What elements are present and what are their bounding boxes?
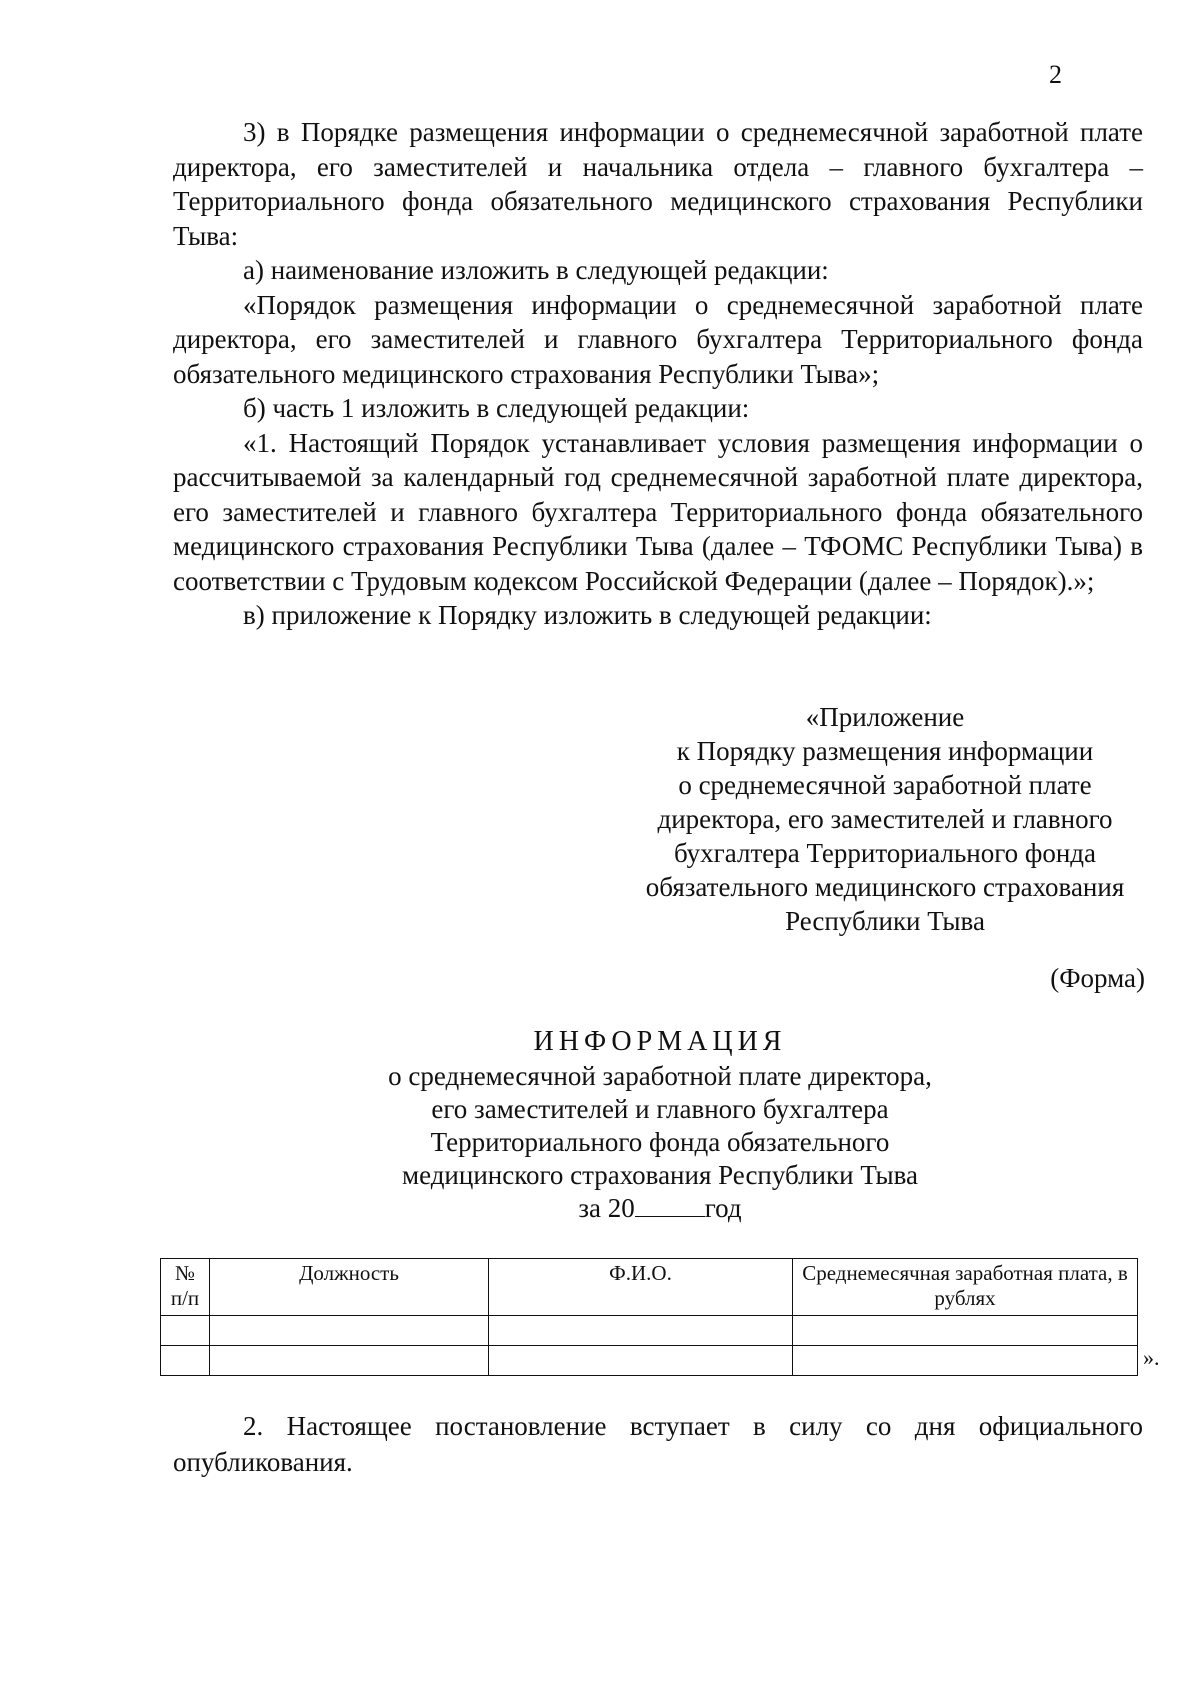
- header-position: Должность: [210, 1259, 489, 1316]
- appendix-line: «Приложение: [805, 702, 965, 732]
- year-line: [260, 1192, 1060, 1225]
- header-full-name: Ф.И.О.: [489, 1259, 793, 1316]
- info-subtitle-line: Территориального фонда обязательного: [430, 1127, 890, 1157]
- appendix-line: о среднемесячной заработной плате: [678, 770, 1092, 800]
- paragraph-item-v: в) приложение к Порядку изложить в следующей редакции:: [243, 600, 932, 630]
- salary-form-table: [160, 1258, 1138, 1376]
- appendix-header: [620, 700, 1150, 938]
- paragraph-item-b: б) часть 1 изложить в следующей редакции:: [243, 393, 750, 423]
- info-block: [260, 1025, 1060, 1225]
- table-cell: [489, 1316, 793, 1346]
- table-row: [161, 1346, 1138, 1376]
- info-title: ИНФОРМАЦИЯ: [533, 1026, 787, 1057]
- paragraph-quote-part1: «1. Настоящий Порядок устанавливает условия размещения информации о рассчитываемой за календарный год среднемесячной заработной плате директора, его заместителей и главного бухгалтера Территориального фонда обязательного медицинского страхования Республики Тыва (далее – ТФОМС Республики Тыва) в соответствии с Трудовым кодексом Российской Федерации (далее – Порядок).»;: [173, 427, 1143, 596]
- year-prefix: за 20: [578, 1193, 635, 1223]
- info-subtitle-line: о среднемесячной заработной плате директора,: [388, 1061, 932, 1091]
- appendix-line: бухгалтера Территориального фонда: [673, 838, 1097, 868]
- table-header-row: [161, 1259, 1138, 1316]
- paragraph-item-3: 3) в Порядке размещения информации о среднемесячной заработной плате директора, его заместителей и начальника отдела – главного бухгалтера – Территориального фонда обязательного медицинского страхования Республики Тыва:: [173, 117, 1143, 251]
- table-row: [161, 1316, 1138, 1346]
- appendix-line: директора, его заместителей и главного: [657, 804, 1113, 834]
- body-text: [173, 115, 1143, 633]
- paragraph-item-a: а) наименование изложить в следующей редакции:: [243, 255, 829, 285]
- table-cell: [161, 1346, 210, 1376]
- header-number: № п/п: [161, 1259, 210, 1316]
- appendix-line: обязательного медицинского страхования: [645, 872, 1125, 902]
- page-number: 2: [1049, 60, 1062, 89]
- table-cell: [793, 1316, 1138, 1346]
- table-closing-quote: ».: [1143, 1345, 1160, 1370]
- paragraph-quote-name: «Порядок размещения информации о среднемесячной заработной плате директора, его заместителей и главного бухгалтера Территориального фонда обязательного медицинского страхования Республики Тыва»;: [173, 289, 1143, 389]
- table-cell: [489, 1346, 793, 1376]
- final-paragraph-block: [173, 1408, 1143, 1480]
- year-suffix: год: [704, 1193, 742, 1223]
- table-cell: [161, 1316, 210, 1346]
- form-label: (Форма): [1050, 963, 1145, 993]
- table-cell: [210, 1346, 489, 1376]
- table-cell: [793, 1346, 1138, 1376]
- appendix-line: Республики Тыва: [785, 906, 985, 936]
- info-subtitle-line: медицинского страхования Республики Тыва: [401, 1160, 918, 1190]
- year-blank: [635, 1194, 705, 1217]
- table-cell: [210, 1316, 489, 1346]
- appendix-line: к Порядку размещения информации: [676, 736, 1094, 766]
- header-salary: Среднемесячная заработная плата, в рублях: [793, 1259, 1138, 1316]
- final-paragraph: 2. Настоящее постановление вступает в силу со дня официального опубликования.: [173, 1411, 1143, 1477]
- info-subtitle-line: его заместителей и главного бухгалтера: [431, 1094, 889, 1124]
